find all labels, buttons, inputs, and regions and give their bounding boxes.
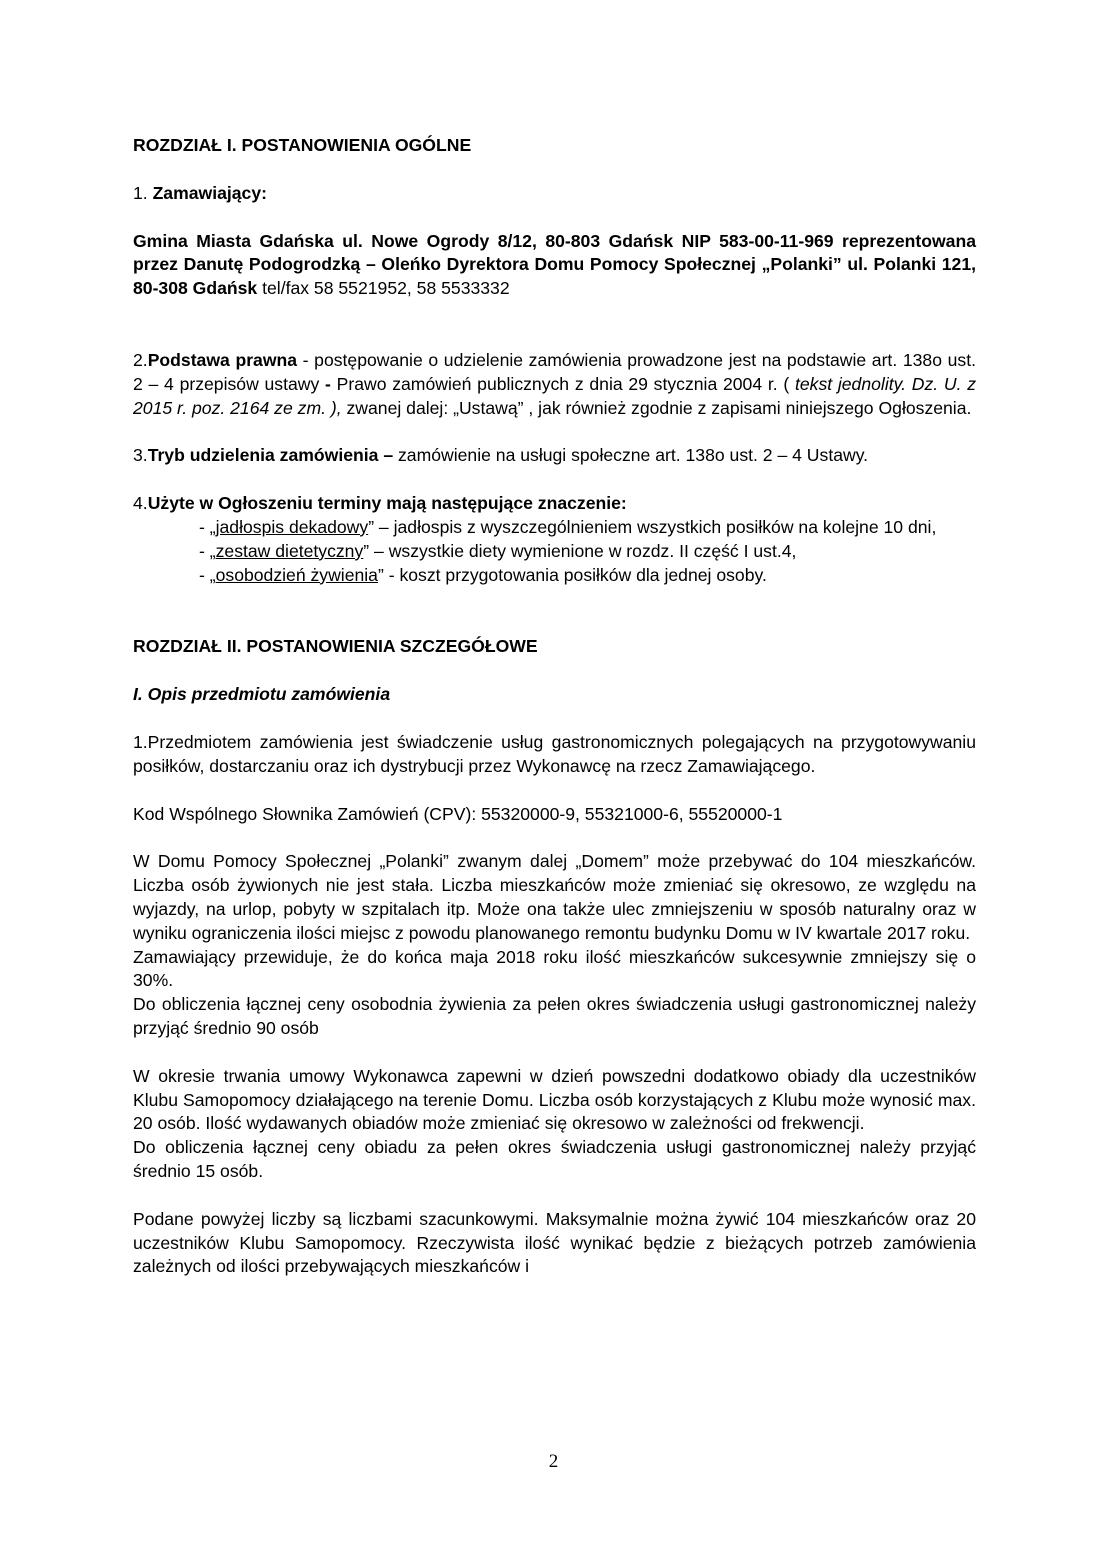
paragraph-subject: 1.Przedmiotem zamówienia jest świadczenie usług gastronomicznych polegających na przygotowywaniu posiłków, dostarczaniu oraz ich dystrybucji przez Wykonawcę na rzecz Zamawiającego. <box>133 731 976 776</box>
paragraph-reduction: Zamawiający przewiduje, że do końca maja 2018 roku ilość mieszkańców sukcesywnie zmniejszy się o 30%. <box>133 946 976 991</box>
term: zestaw dietetyczny <box>215 540 364 561</box>
paragraph-cpv: Kod Wspólnego Słownika Zamówień (CPV): 55320000-9, 55321000-6, 55520000-1 <box>133 803 783 824</box>
list-item: - „jadłospis dekadowy” – jadłospis z wyszczególnieniem wszystkich posiłków na kolejne 10 dni, <box>199 516 937 537</box>
paragraph-residents: W Domu Pomocy Społecznej „Polanki” zwanym dalej „Domem” może przebywać do 104 mieszkańców. Liczba osób żywionych nie jest stała. Liczba mieszkańców może zmieniać się okresowo, ze względu na wyjazdy, na urlop, pobyty w szpitalach itp. Może ona także ulec zmniejszeniu w sposób naturalny oraz w wyniku ograniczenia ilości miejsc z powodu planowanego remontu budynku Domu w IV kwartale 2017 roku. <box>133 851 976 943</box>
paragraph-estimates: Podane powyżej liczby są liczbami szacunkowymi. Maksymalnie można żywić 104 mieszkańców oraz 20 uczestników Klubu Samopomocy. Rzeczywista ilość wynikać będzie z bieżących potrzeb zamówienia zależnych od ilości przebywających mieszkańców i <box>133 1208 976 1277</box>
list-item: - „zestaw dietetyczny” – wszystkie diety wymienione w rozdz. II część I ust.4, <box>199 540 797 561</box>
paragraph-average-residents: Do obliczenia łącznej ceny osobodnia żywienia za pełen okres świadczenia usługi gastronomicznej należy przyjąć średnio 90 osób <box>133 994 976 1038</box>
terms-list <box>199 516 976 587</box>
document-page <box>133 120 976 1279</box>
section3-procedure: 3.Tryb udzielenia zamówienia – zamówienie na usługi społeczne art. 138o ust. 2 – 4 Ustawy. <box>133 445 869 466</box>
term: osobodzień żywienia <box>215 564 378 585</box>
paragraph-club: W okresie trwania umowy Wykonawca zapewni w dzień powszedni dodatkowo obiady dla uczestników Klubu Samopomocy działającego na terenie Domu. Liczba osób korzystających z Klubu może wynosić max. 20 osób. Ilość wydawanych obiadów może zmieniać się okresowo w zależności od frekwencji. <box>133 1065 976 1134</box>
chapter2-title: ROZDZIAŁ II. POSTANOWIENIA SZCZEGÓŁOWE <box>133 636 538 657</box>
chapter2-subtitle: I. Opis przedmiotu zamówienia <box>133 684 391 705</box>
list-item: - „osobodzień żywienia” - koszt przygotowania posiłków dla jednej osoby. <box>199 564 767 585</box>
section1-label: Zamawiający: <box>152 182 267 203</box>
paragraph-average-club: Do obliczenia łącznej ceny obiadu za pełen okres świadczenia usługi gastronomicznej należy przyjąć średnio 15 osób. <box>133 1137 976 1181</box>
section3-label: Tryb udzielenia zamówienia – <box>147 445 394 466</box>
chapter1-title: ROZDZIAŁ I. POSTANOWIENIA OGÓLNE <box>133 135 472 155</box>
term: jadłospis dekadowy <box>215 516 369 537</box>
section2-legal-basis: 2.Podstawa prawna - postępowanie o udzielenie zamówienia prowadzone jest na podstawie art. 138o ust. 2 – 4 przepisów ustawy - Prawo zamówień publicznych z dnia 29 stycznia 2004 r. ( tekst jednolity. Dz. U. z 2015 r. poz. 2164 ze zm. ), zwanej dalej: „Ustawą” , jak również zgodnie z zapisami niniejszego Ogłoszenia. <box>133 349 976 418</box>
section4-label: Użyte w Ogłoszeniu terminy mają następujące znaczenie: <box>147 493 627 514</box>
page-number: 2 <box>548 1451 559 1472</box>
section2-label: Podstawa prawna <box>147 349 298 370</box>
section1-heading: 1. Zamawiający: <box>133 182 267 203</box>
contracting-authority-address: Gmina Miasta Gdańska ul. Nowe Ogrody 8/12, 80-803 Gdańsk NIP 583-00-11-969 reprezentowana przez Danutę Podogrodzką – Oleńko Dyrektora Domu Pomocy Społecznej „Polanki” ul. Polanki 121, 80-308 Gdańsk tel/fax 58 5521952, 58 5533332 <box>133 230 976 299</box>
section4-heading: 4.Użyte w Ogłoszeniu terminy mają następujące znaczenie: <box>133 493 627 514</box>
